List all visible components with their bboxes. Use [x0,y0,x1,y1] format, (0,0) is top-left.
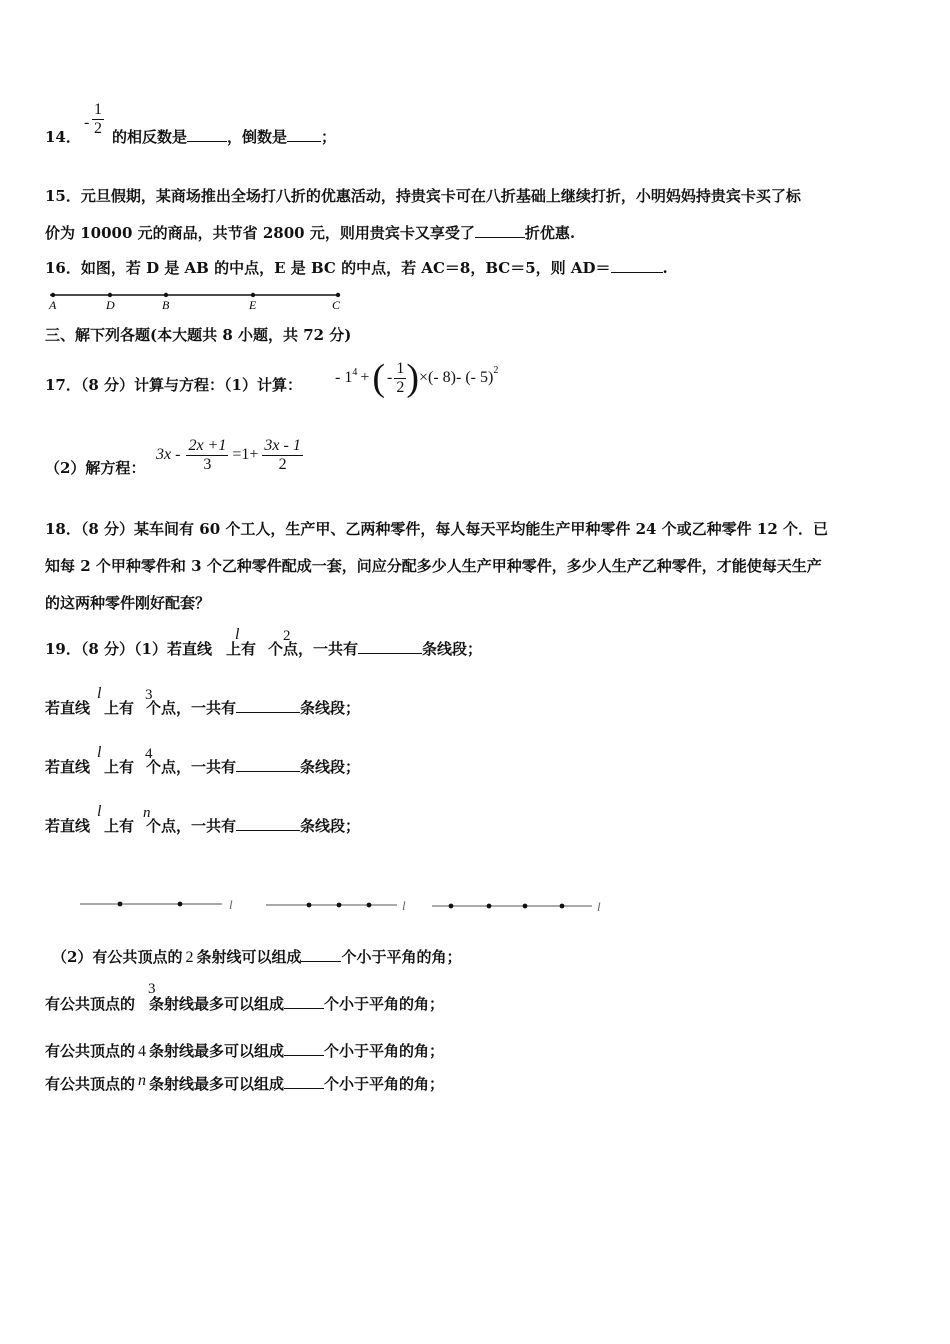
q19-figure-label-3: l [597,899,601,914]
q19-row-3: 若直线 上有 个点，一共有 条线段； [45,699,361,717]
q19-symbol-l-3: l [97,744,102,761]
q19-line-figures [70,890,615,918]
q16-label-c: C [332,298,341,312]
q19-part2-row-4: 有公共顶点的 4 条射线最多可以组成 个小于平角的角； [45,1042,445,1060]
q19-symbol-l-4: l [97,803,102,820]
q19-part2-count-3: 3 [148,981,156,997]
q17-line1: 17．（8 分）计算与方程：（1）计算： [45,376,302,394]
q19-figure-three-points [266,898,406,913]
q17-eq-fraction-2: $\frac{3x - 1}{2}$ [264,436,301,473]
q19-part2-row-n: 有公共顶点的 n 条射线最多可以组成 个小于平角的角； [45,1072,445,1093]
q15-line1: 15．元旦假期，某商场推出全场打八折的优惠活动，持贵宾卡可在八折基础上继续打折，小明妈妈持贵宾卡买了标 [45,187,801,205]
q19-part2-row-2: （2）有公共顶点的 2 条射线可以组成 个小于平角的角； [52,948,462,966]
q16-segment-figure [44,288,354,312]
q18-line3: 的这两种零件刚好配套？ [45,594,211,612]
q19-count-2: 2 [283,628,291,644]
q19-symbol-l-1: l [235,626,240,643]
q19-part2-blank-2 [301,947,341,962]
q19-part2-blank-n [284,1074,324,1089]
q14-fraction [92,101,104,138]
q18-line2: 知每 2 个甲种零件和 3 个乙种零件配成一套，问应分配多少人生产甲种零件，多少人生产乙种零件，才能使每天生产 [45,557,822,575]
q17-line2: （2）解方程： [45,459,146,477]
q18-line1: 18．（8 分）某车间有 60 个工人，生产甲、乙两种零件，每人每天平均能生产甲种零件 24 个或乙种零件 12 个．已 [45,520,828,538]
q16-label-a: A [49,298,57,312]
q19-count-3: 3 [145,687,153,703]
q16-label-b: B [162,298,170,312]
q19-figure-label-1: l [229,897,233,912]
q19-blank-2 [358,639,422,654]
q16-point-a [51,293,55,297]
q19-row-4: 若直线 上有 个点，一共有 条线段； [45,758,361,776]
q17-eq-fraction-1: $\frac{2x +1}{3}$ [188,436,227,473]
q19-part2-row-3: 有公共顶点的 条射线最多可以组成 个小于平角的角； [45,995,445,1013]
q19-blank-3 [236,698,300,713]
q17-expression: - 1 $^4$ + ( - $\frac{1}{2}$ ) ×(- 8)- (- 5) $^2$ [335,357,499,399]
q14-number: 14． [45,128,81,146]
q16-text: 16．如图，若 D 是 AB 的中点，E 是 BC 的中点，若 AC＝8，BC＝5，则 AD＝ . [45,259,668,277]
q15-line2: 价为 10000 元的商品，共节省 2800 元，则用贵宾卡又享受了 折优惠. [45,224,576,242]
q19-figure-label-2: l [402,898,406,913]
q15-blank [475,223,525,238]
q16-point-e [251,293,255,297]
q19-part2-blank-3 [284,994,324,1009]
section3-title: 三、解下列各题(本大题共 8 小题，共 72 分) [45,326,352,344]
q14-frac-den: 2 [94,120,102,137]
q19-blank-4 [236,757,300,772]
q19-row-2: 19．（8 分）（1）若直线 上有 个点，一共有 条线段； [45,640,483,658]
q14-text: 的相反数是 ，倒数是 ； [112,128,337,146]
q19-part2-blank-4 [284,1041,324,1056]
q16-label-e: E [249,298,257,312]
q19-figure-four-points [432,899,601,914]
q19-blank-n [236,816,300,831]
q17-paren-right: ) [406,357,419,399]
q14-blank-reciprocal [287,127,321,142]
q19-figure-two-points [80,897,233,912]
q19-symbol-l-2: l [97,685,102,702]
q16-label-d: D [106,298,115,312]
q17-paren-left: ( [372,357,386,399]
q16-point-c [336,293,340,297]
q16-point-d [108,293,112,297]
q14-frac-num: 1 [94,101,102,118]
q16-point-b [164,293,168,297]
q19-row-n: 若直线 上有 个点，一共有 条线段； [45,817,361,835]
q14-blank-opposite [187,127,227,142]
q17-equation: 3x - $\frac{2x +1}{3}$ =1+ $\frac{3x - 1}{2}$ [156,436,301,473]
q14-minus: - [84,114,90,131]
q17-fraction: $\frac{1}{2}$ [396,359,405,396]
q19-count-4: 4 [145,746,153,762]
q14 [45,126,81,148]
q16-blank [611,258,663,273]
q19-count-n: n [143,805,151,821]
